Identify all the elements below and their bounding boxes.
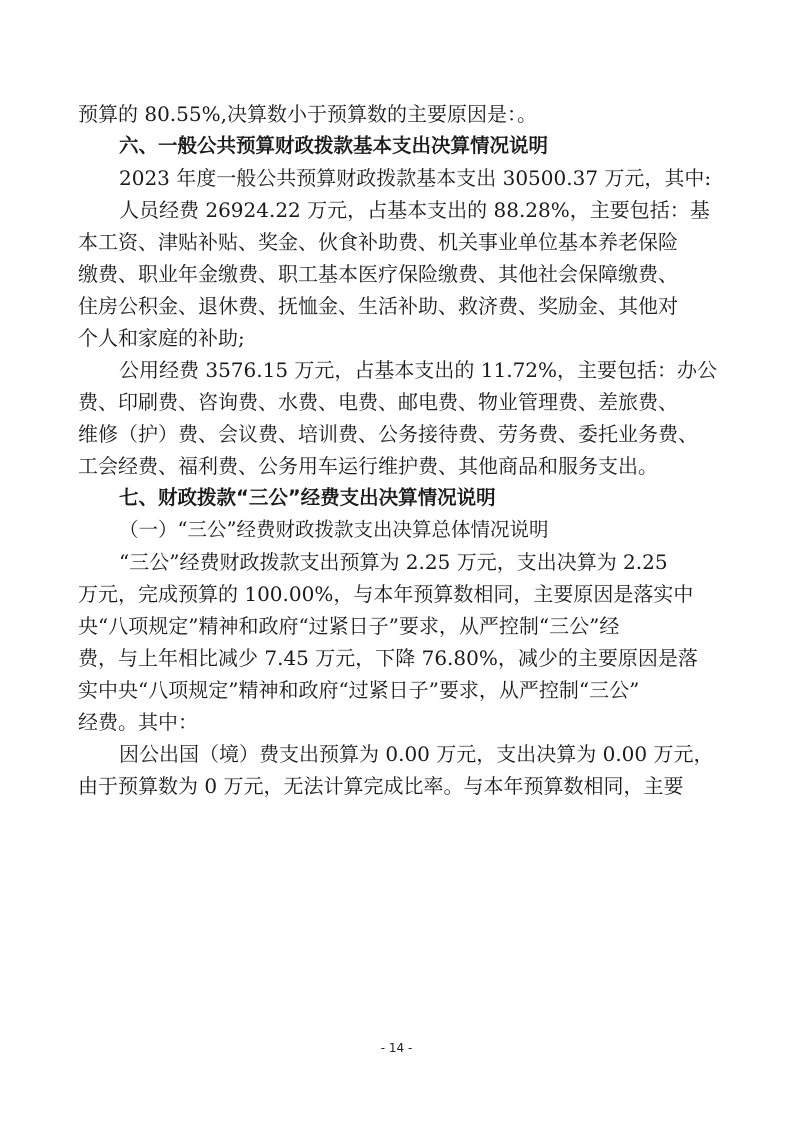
paragraph-line: 工会经费、福利费、公务用车运行维护费、其他商品和服务支出。 — [78, 454, 658, 478]
section-heading-7: 七、财政拨款“三公”经费支出决算情况说明 — [119, 486, 496, 509]
section-heading-6: 六、一般公共预算财政拨款基本支出决算情况说明 — [119, 134, 549, 157]
paragraph-line: 个人和家庭的补助; — [78, 326, 245, 350]
paragraph-line: 实中央“八项规定”精神和政府“过紧日子”要求，从严控制“三公” — [78, 678, 640, 702]
paragraph-line: 费，与上年相比减少 7.45 万元，下降 76.80%，减少的主要原因是落 — [78, 646, 698, 670]
paragraph-line: 预算的 80.55%,决算数小于预算数的主要原因是：。 — [78, 102, 537, 126]
paragraph-line: 缴费、职业年金缴费、职工基本医疗保险缴费、其他社会保障缴费、 — [78, 262, 678, 286]
paragraph-line: 因公出国（境）费支出预算为 0.00 万元，支出决算为 0.00 万元， — [119, 742, 714, 766]
paragraph-line: 住房公积金、退休费、抚恤金、生活补助、救济费、奖励金、其他对 — [78, 294, 678, 318]
paragraph-line: 经费。其中： — [78, 710, 198, 734]
paragraph-line: 本工资、津贴补贴、奖金、伙食补助费、机关事业单位基本养老保险 — [78, 230, 678, 254]
paragraph-line: “三公”经费财政拨款支出预算为 2.25 万元，支出决算为 2.25 — [119, 550, 668, 574]
paragraph-line: 人员经费 26924.22 万元，占基本支出的 88.28%，主要包括：基 — [119, 198, 710, 222]
paragraph-line: 费、印刷费、咨询费、水费、电费、邮电费、物业管理费、差旅费、 — [78, 390, 678, 414]
paragraph-line: 万元，完成预算的 100.00%，与本年预算数相同，主要原因是落实中 — [78, 582, 694, 606]
paragraph-line: 2023 年度一般公共预算财政拨款基本支出 30500.37 万元，其中: — [119, 166, 712, 190]
paragraph-line: 由于预算数为 0 万元，无法计算完成比率。与本年预算数相同，主要 — [78, 774, 684, 798]
subsection-heading: （一）“三公”经费财政拨款支出决算总体情况说明 — [119, 518, 549, 541]
paragraph-line: 央“八项规定”精神和政府“过紧日子”要求，从严控制“三公”经 — [78, 614, 620, 638]
document-body — [78, 98, 718, 802]
paragraph-line: 维修（护）费、会议费、培训费、公务接待费、劳务费、委托业务费、 — [78, 422, 698, 446]
paragraph-line: 公用经费 3576.15 万元，占基本支出的 11.72%，主要包括：办公 — [119, 358, 718, 382]
page-number: - 14 - — [380, 1041, 413, 1055]
